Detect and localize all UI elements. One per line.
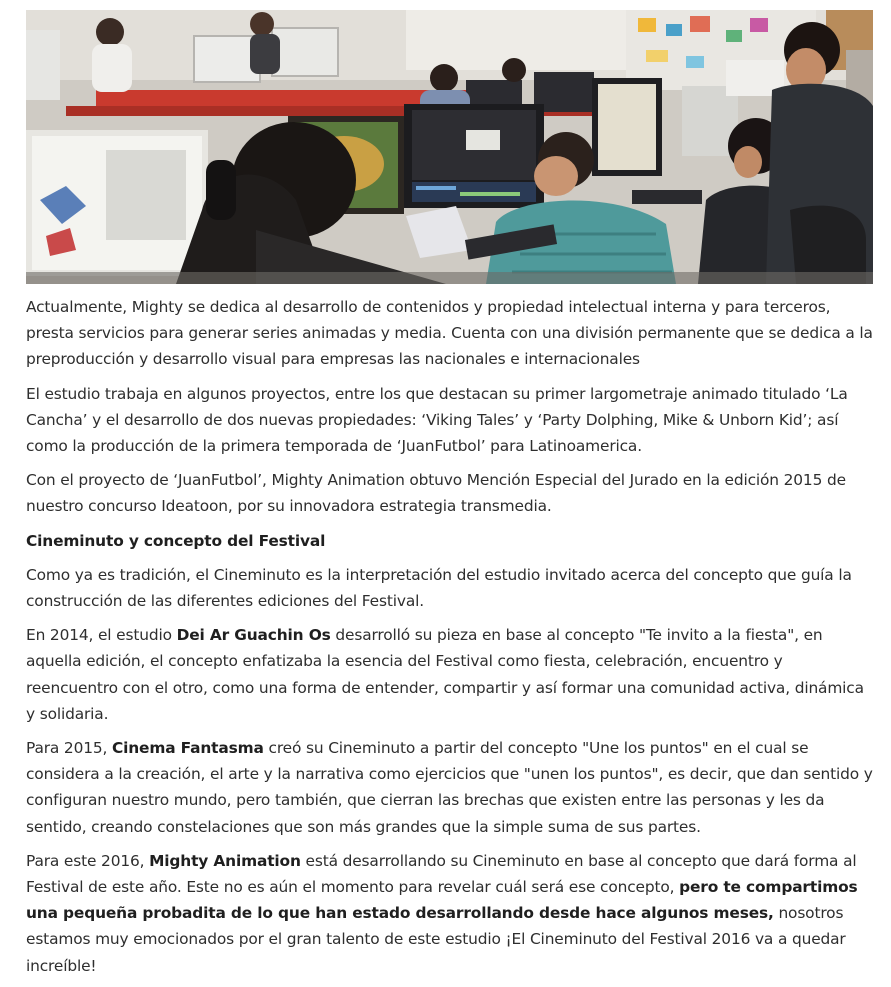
studio-name-dei-ar-guachin-os: Dei Ar Guachin Os xyxy=(176,626,331,645)
paragraph-7-text-b: está desarrollando su Cineminuto en base al concepto que dará forma al Festival de este año. Este no es aún el momento para revelar cuál será ese concepto, xyxy=(26,851,857,897)
article-body xyxy=(26,294,873,979)
paragraph-6-text-a: Para 2015, xyxy=(26,739,112,758)
paragraph-6 xyxy=(26,735,873,840)
section-heading: Cineminuto y concepto del Festival xyxy=(26,531,326,550)
paragraph-7 xyxy=(26,848,873,979)
studio-name-mighty-animation: Mighty Animation xyxy=(149,851,301,870)
paragraph-3: Con el proyecto de ‘JuanFutbol’, Mighty Animation obtuvo Mención Especial del Jurado en la edición 2015 de nuestro concurso Ideatoon, por su innovadora estrategia transmedia. xyxy=(26,471,846,516)
paragraph-6-text-b: creó su Cineminuto a partir del concepto "Une los puntos" en el cual se considera a la creación, el arte y la narrativa como ejercicios que "unen los puntos", es decir, que dan sentido y configuran nuestro mundo, pero también, que cierran las brechas que existen entre las personas y les da sentido, creando constelaciones que son más grandes que la simple suma de sus partes. xyxy=(26,739,873,836)
paragraph-5-text-a: En 2014, el estudio xyxy=(26,626,177,645)
paragraph-1: Actualmente, Mighty se dedica al desarrollo de contenidos y propiedad intelectual interna y para terceros, presta servicios para generar series animadas y media. Cuenta con una división permanente que se dedica a la preproducción y desarrollo visual para empresas las nacionales e internacionales xyxy=(26,298,873,369)
paragraph-4: Como ya es tradición, el Cineminuto es la interpretación del estudio invitado acerca del concepto que guía la construcción de las diferentes ediciones del Festival. xyxy=(26,565,852,611)
paragraph-7-text-c: nosotros estamos muy emocionados por el gran talento de este estudio ¡El Cineminuto del Festival 2016 va a quedar increíble! xyxy=(26,904,846,975)
studio-photo xyxy=(26,10,873,284)
paragraph-2: El estudio trabaja en algunos proyectos, entre los que destacan su primer largometraje animado titulado ‘La Cancha’ y el desarrollo de dos nuevas propiedades: ‘Viking Tales’ y ‘Party Dolphing, Mike & Unborn Kid’; así como la producción de la primera temporada de ‘JuanFutbol’ para Latinoamerica. xyxy=(26,384,848,456)
paragraph-5-text-b: desarrolló su pieza en base al concepto "Te invito a la fiesta", en aquella edición, el concepto enfatizaba la esencia del Festival como fiesta, celebración, encuentro y reencuentro con el otro, como una forma de entender, compartir y así formar una comunidad activa, dinámica y solidaria. xyxy=(26,626,864,723)
paragraph-7-text-a: Para este 2016, xyxy=(26,851,150,870)
article xyxy=(26,10,873,987)
paragraph-7-emphasis: pero te compartimos una pequeña probadita de lo que han estado desarrollando desde hace algunos meses, xyxy=(26,878,858,923)
paragraph-5 xyxy=(26,622,873,727)
studio-name-cinema-fantasma: Cinema Fantasma xyxy=(111,739,264,758)
studio-photo-illustration xyxy=(26,10,873,284)
